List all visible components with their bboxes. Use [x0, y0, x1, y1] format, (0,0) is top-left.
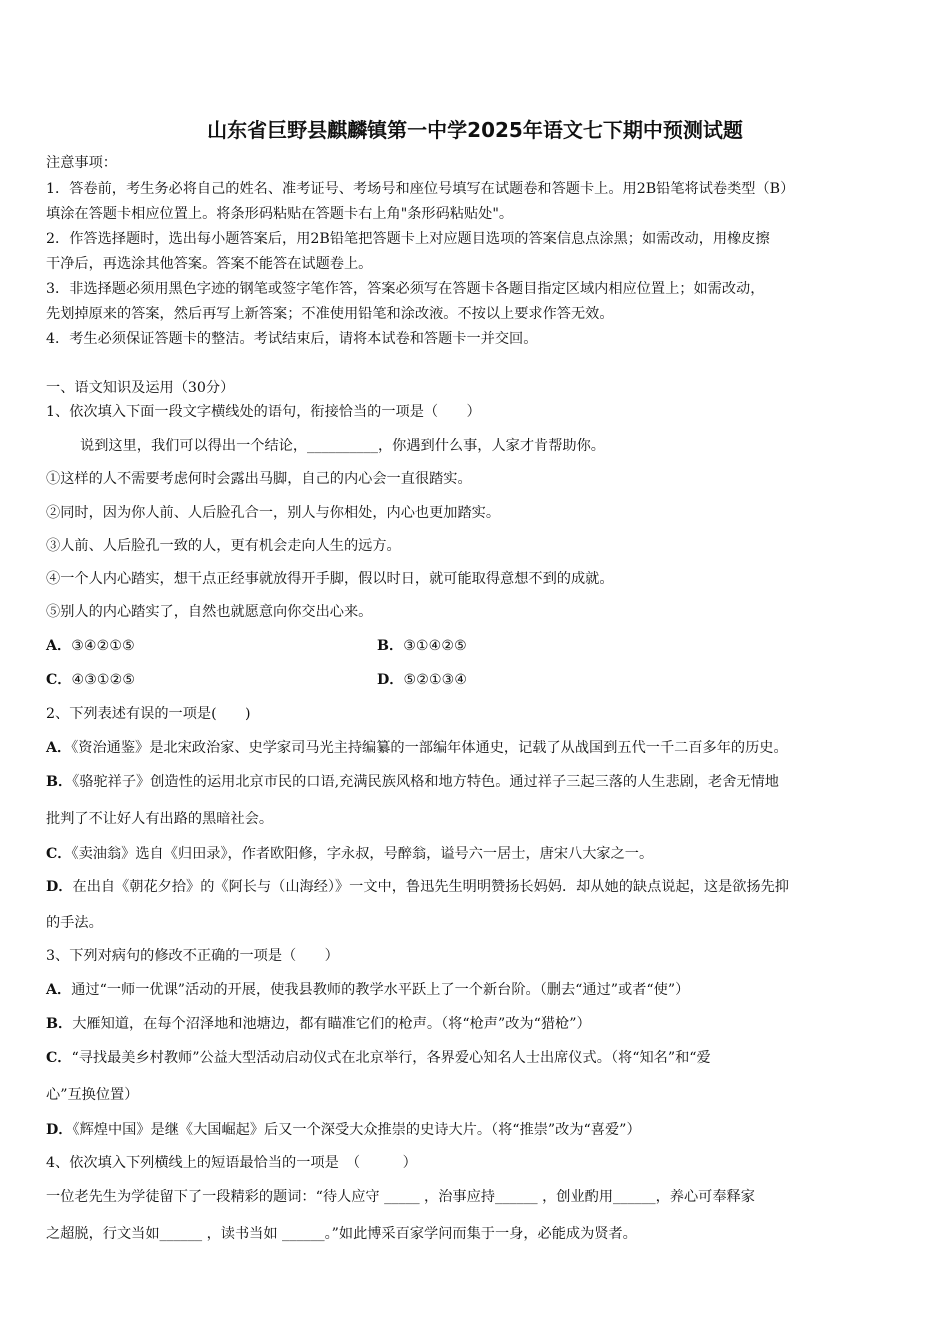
question-1-item: ③人前、人后脸孔一致的人，更有机会走向人生的远方。: [46, 538, 401, 554]
question-4-stem: 4、依次填入下列横线上的短语最恰当的一项是 （ ）: [46, 1155, 417, 1171]
question-1-stem: 1、依次填入下面一段文字横线处的语句，衔接恰当的一项是（ ）: [46, 404, 481, 420]
option-letter: C．: [46, 1050, 72, 1066]
question-2-option-a: A．《资治通鉴》是北宋政治家、史学家司马光主持编纂的一部编年体通史，记载了从战国到五代一千二百多年的历史。: [46, 740, 788, 756]
question-2-option-d: D．在出自《朝花夕拾》的《阿长与（山海经）》一文中，鲁迅先生明明赞扬长妈妈．却从她的缺点说起，这是欲扬先抑: [46, 879, 789, 895]
option-letter: B．: [377, 638, 404, 654]
question-3-option-d: D．《辉煌中国》是继《大国崛起》后又一个深受大众推崇的史诗大片。（将“推崇”改为“喜爱”）: [46, 1122, 641, 1138]
page-title: 山东省巨野县麒麟镇第一中学2025年语文七下期中预测试题: [207, 118, 743, 142]
question-3-option-a: A．通过“一师一优课”活动的开展，使我县教师的教学水平跃上了一个新台阶。（删去“通过”或者“使”）: [46, 982, 690, 998]
notice-line: 2．作答选择题时，选出每小题答案后，用2B铅笔把答题卡上对应题目选项的答案信息点涂黑；如需改动，用橡皮擦: [46, 231, 770, 247]
question-4-passage: 一位老先生为学徒留下了一段精彩的题词：“待人应守 _____ ，治事应持______ ，创业酌用______，养心可奉释家: [46, 1189, 755, 1205]
option-letter: D．: [46, 1122, 73, 1138]
question-1-option-b: B．③①④②⑤: [377, 638, 467, 654]
question-2-option-c: C．《卖油翁》选自《归田录》，作者欧阳修，字永叔，号醉翁，谥号六一居士，唐宋八大家之一。: [46, 846, 654, 862]
notice-line: 填涂在答题卡相应位置上。将条形码粘贴在答题卡右上角"条形码粘贴处"。: [46, 206, 514, 222]
question-2-option-d-cont: 的手法。: [46, 915, 103, 931]
option-letter: C．: [46, 672, 72, 688]
notice-line: 干净后，再选涂其他答案。答案不能答在试题卷上。: [46, 256, 373, 272]
option-letter: A．: [46, 982, 72, 998]
option-letter: C．: [46, 846, 72, 862]
option-letter: A．: [46, 740, 72, 756]
option-letter: B．: [46, 1016, 73, 1032]
question-1-option-c: C．④③①②⑤: [46, 672, 136, 688]
question-2-option-b-cont: 批判了不让好人有出路的黑暗社会。: [46, 811, 274, 827]
question-3-option-c-cont: 心”互换位置）: [46, 1087, 139, 1103]
option-letter: D．: [377, 672, 404, 688]
option-letter: B．: [46, 774, 73, 790]
question-1-option-a: A．③④②①⑤: [46, 638, 135, 654]
question-2-stem: 2、下列表述有误的一项是( ): [46, 706, 251, 722]
question-1-item: ⑤别人的内心踏实了，自然也就愿意向你交出心来。: [46, 604, 373, 620]
question-4-passage-cont: 之超脱，行文当如______ ，读书当如 ______。”如此博采百家学问而集于一身，必能成为贤者。: [46, 1226, 637, 1242]
question-1-item: ①这样的人不需要考虑何时会露出马脚，自己的内心会一直很踏实。: [46, 471, 472, 487]
option-letter: D．: [46, 879, 73, 895]
question-2-option-b: B．《骆驼祥子》创造性的运用北京市民的口语,充满民族风格和地方特色。通过祥子三起三落的人生悲剧，老舍无情地: [46, 774, 779, 790]
notice-line: 4．考生必须保证答题卡的整洁。考试结束后，请将本试卷和答题卡一并交回。: [46, 331, 538, 347]
question-1-passage: 说到这里，我们可以得出一个结论，__________，你遇到什么事，人家才肯帮助你。: [80, 438, 605, 454]
notice-heading: 注意事项：: [46, 155, 117, 171]
notice-line: 1．答卷前，考生务必将自己的姓名、准考证号、考场号和座位号填写在试题卷和答题卡上。用2B铅笔将试卷类型（B）: [46, 181, 795, 197]
question-3-stem: 3、下列对病句的修改不正确的一项是（ ）: [46, 948, 339, 964]
question-1-option-d: D．⑤②①③④: [377, 672, 468, 688]
notice-line: 先划掉原来的答案，然后再写上新答案；不准使用铅笔和涂改液。不按以上要求作答无效。: [46, 306, 614, 322]
question-3-option-b: B．大雁知道，在每个沼泽地和池塘边，都有瞄准它们的枪声。（将“枪声”改为“猎枪”）: [46, 1016, 591, 1032]
question-3-option-c: C．“寻找最美乡村教师”公益大型活动启动仪式在北京举行，各界爱心知名人士出席仪式。（将“知名”和“爱: [46, 1050, 711, 1066]
section-heading: 一、语文知识及运用（30分）: [46, 380, 235, 396]
notice-line: 3．非选择题必须用黑色字迹的钢笔或签字笔作答，答案必须写在答题卡各题目指定区域内相应位置上；如需改动，: [46, 281, 765, 297]
option-letter: A．: [46, 638, 72, 654]
question-1-item: ②同时，因为你人前、人后脸孔合一，别人与你相处，内心也更加踏实。: [46, 505, 501, 521]
question-1-item: ④一个人内心踏实，想干点正经事就放得开手脚，假以时日，就可能取得意想不到的成就。: [46, 571, 614, 587]
